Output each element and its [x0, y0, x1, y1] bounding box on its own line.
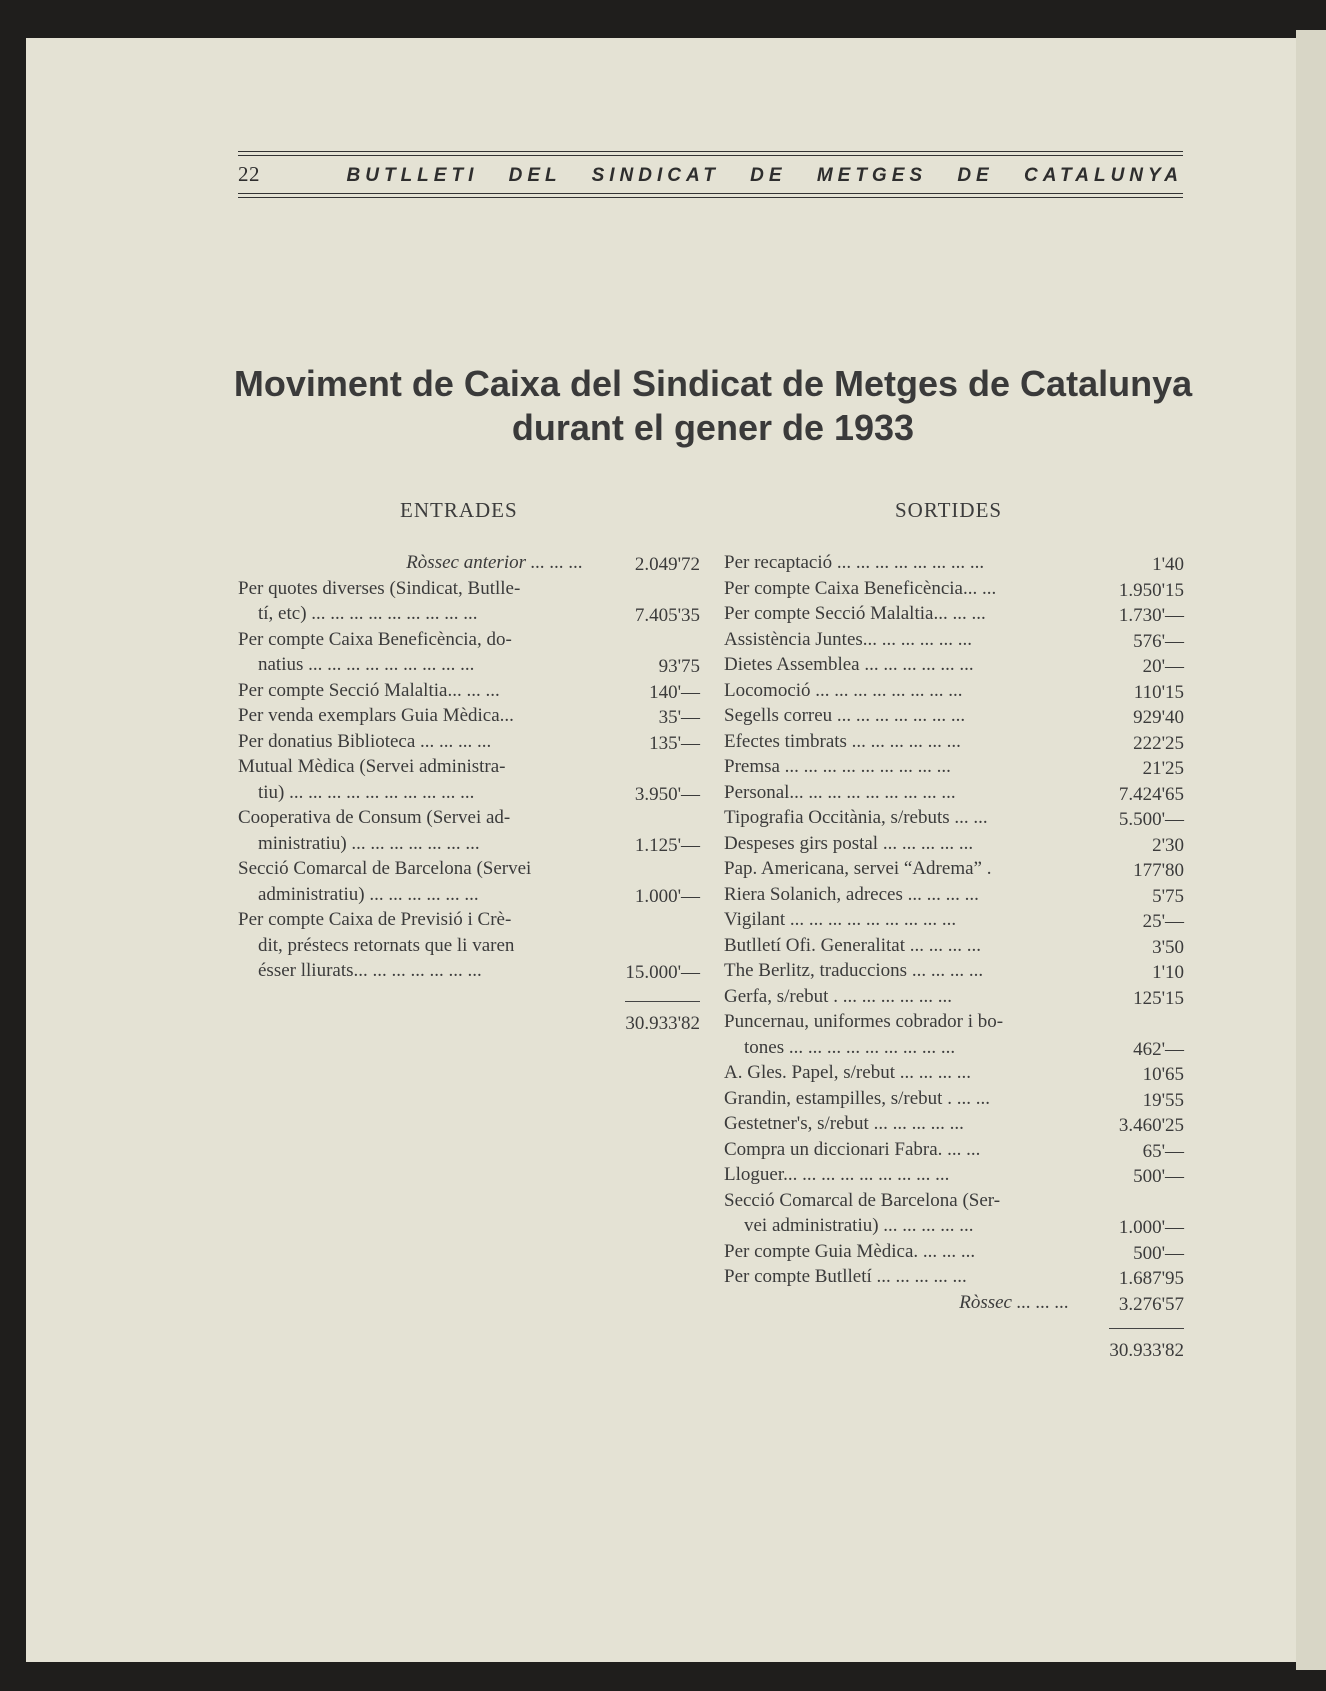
header-rule-top	[238, 151, 1183, 152]
ledger-label: Grandin, estampilles, s/rebut . ... ...	[724, 1087, 990, 1109]
sortides-total-rule	[1109, 1328, 1184, 1329]
ledger-amount: 20'—	[1142, 656, 1184, 677]
ledger-label: Puncernau, uniformes cobrador i bo-	[724, 1011, 1004, 1032]
ledger-amount: 140'—	[649, 681, 700, 703]
ledger-label: Cooperativa de Consum (Servei ad-	[238, 807, 511, 828]
ledger-row	[724, 703, 1184, 729]
ledger-amount: 5'75	[1152, 885, 1184, 907]
ledger-label: ministratiu) ... ... ... ... ... ... ...	[258, 832, 480, 854]
ledger-amount: 110'15	[1133, 681, 1184, 703]
ledger-row	[724, 1009, 1184, 1035]
ledger-label: Despeses girs postal ... ... ... ... ...	[724, 832, 974, 854]
article-title	[180, 362, 1246, 450]
ledger-row	[724, 933, 1184, 959]
header-rule-bottom	[238, 193, 1183, 194]
ledger-amount: 1.687'95	[1118, 1268, 1184, 1289]
ledger-label: Gerfa, s/rebut . ... ... ... ... ... ...	[724, 985, 952, 1007]
ledger-row	[724, 856, 1184, 882]
ledger-label: natius ... ... ... ... ... ... ... ... ...	[258, 654, 475, 675]
ledger-label: Segells correu ... ... ... ... ... ... ...	[724, 705, 966, 726]
ledger-row	[238, 703, 700, 729]
sortides-total: 30.933'82	[1109, 1340, 1184, 1361]
ledger-amount: 3.460'25	[1118, 1115, 1184, 1136]
ledger-label: tones ... ... ... ... ... ... ... ... ...	[744, 1036, 956, 1058]
entrades-total: 30.933'82	[625, 1013, 700, 1034]
ledger-amount: 3.950'—	[634, 783, 700, 805]
ledger-amount: 500'—	[1133, 1242, 1184, 1264]
ledger-row	[238, 831, 700, 857]
ledger-row	[724, 1290, 1184, 1316]
ledger-row	[238, 856, 700, 882]
page-number: 22	[238, 162, 260, 186]
ledger-amount: 576'—	[1133, 630, 1184, 652]
ledger-amount: 25'—	[1142, 911, 1184, 932]
sortides-ledger	[724, 550, 1184, 1315]
ledger-label: Mutual Mèdica (Servei administra-	[238, 756, 506, 777]
ledger-label: Personal... ... ... ... ... ... ... ... ...	[724, 781, 956, 803]
ledger-row	[238, 805, 700, 831]
ledger-amount: 15.000'—	[625, 962, 700, 983]
ledger-amount: 7.405'35	[634, 605, 700, 626]
ledger-label: dit, préstecs retornats que li varen	[258, 934, 515, 956]
ledger-label: Lloguer... ... ... ... ... ... ... ... ...	[724, 1164, 950, 1185]
header-rule-bottom-thin	[238, 197, 1183, 198]
ledger-label: Per compte Caixa Beneficència... ...	[724, 577, 997, 599]
ledger-label: Riera Solanich, adreces ... ... ... ...	[724, 883, 979, 905]
ledger-amount: 1.730'—	[1118, 605, 1184, 626]
ledger-row	[238, 550, 700, 576]
ledger-row	[724, 1111, 1184, 1137]
ledger-label: Per compte Caixa de Previsió i Crè-	[238, 909, 512, 930]
ledger-label: Per quotes diverses (Sindicat, Butlle-	[238, 577, 521, 599]
ledger-amount: 1.950'15	[1118, 579, 1184, 601]
ledger-amount: 35'—	[658, 707, 700, 728]
ledger-amount: 222'25	[1133, 732, 1184, 754]
ledger-label: Premsa ... ... ... ... ... ... ... ... ...	[724, 756, 951, 777]
ledger-row	[724, 1188, 1184, 1214]
ledger-label: Ròssec anterior ... ... ...	[406, 552, 583, 573]
ledger-amount: 1'10	[1152, 962, 1184, 983]
ledger-amount: 3'50	[1152, 936, 1184, 958]
ledger-label: Assistència Juntes... ... ... ... ... ...	[724, 628, 973, 650]
entrades-total-rule	[625, 1001, 700, 1002]
ledger-label: tiu) ... ... ... ... ... ... ... ... ... ...	[258, 781, 475, 803]
sortides-heading: SORTIDES	[895, 498, 1003, 522]
ledger-row	[724, 984, 1184, 1010]
ledger-row	[238, 882, 700, 908]
ledger-amount: 1.125'—	[634, 834, 700, 856]
ledger-row	[724, 831, 1184, 857]
ledger-row	[238, 754, 700, 780]
ledger-row	[724, 1060, 1184, 1086]
ledger-label: Locomoció ... ... ... ... ... ... ... ...	[724, 679, 963, 701]
ledger-row	[724, 1239, 1184, 1265]
ledger-label: Vigilant ... ... ... ... ... ... ... ... ...	[724, 909, 957, 930]
entrades-heading: ENTRADES	[400, 498, 518, 522]
article-title-line2: durant el gener de 1933	[511, 407, 915, 448]
ledger-label: administratiu) ... ... ... ... ... ...	[258, 883, 479, 905]
journal-title: BUTLLETI DEL SINDICAT DE METGES DE CATALUNYA	[346, 165, 1183, 186]
ledger-label: Secció Comarcal de Barcelona (Servei	[238, 858, 532, 879]
ledger-row	[238, 958, 700, 984]
ledger-row	[238, 627, 700, 653]
ledger-label: Per compte Butlletí ... ... ... ... ...	[724, 1266, 967, 1287]
ledger-row	[724, 805, 1184, 831]
ledger-row	[724, 754, 1184, 780]
ledger-label: Efectes timbrats ... ... ... ... ... ...	[724, 730, 961, 752]
running-header	[238, 151, 1183, 198]
ledger-label: Secció Comarcal de Barcelona (Ser-	[724, 1189, 1001, 1211]
ledger-row	[238, 601, 700, 627]
ledger-label: The Berlitz, traduccions ... ... ... ...	[724, 960, 984, 981]
ledger-amount: 3.276'57	[1118, 1293, 1184, 1315]
ledger-row	[238, 780, 700, 806]
ledger-amount: 7.424'65	[1118, 783, 1184, 805]
ledger-row	[724, 729, 1184, 755]
ledger-amount: 65'—	[1142, 1140, 1184, 1162]
ledger-label: Per donatius Biblioteca ... ... ... ...	[238, 730, 492, 752]
ledger-amount: 135'—	[649, 732, 700, 754]
ledger-row	[238, 933, 700, 959]
ledger-row	[724, 576, 1184, 602]
ledger-label: vei administratiu) ... ... ... ... ...	[744, 1215, 974, 1236]
ledger-row	[238, 576, 700, 602]
ledger-row	[724, 958, 1184, 984]
ledger-amount: 177'80	[1133, 860, 1184, 881]
ledger-label: Per compte Caixa Beneficència, do-	[238, 628, 512, 650]
ledger-label: A. Gles. Papel, s/rebut ... ... ... ...	[724, 1062, 971, 1083]
ledger-row	[724, 1035, 1184, 1061]
ledger-row	[238, 678, 700, 704]
ledger-row	[724, 1162, 1184, 1188]
ledger-label: tí, etc) ... ... ... ... ... ... ... ... ...	[258, 603, 478, 624]
ledger-amount: 1.000'—	[1118, 1217, 1184, 1238]
ledger-label: Compra un diccionari Fabra. ... ...	[724, 1138, 981, 1160]
page-edge	[1296, 30, 1326, 1670]
ledger-row	[724, 652, 1184, 678]
ledger-row	[724, 627, 1184, 653]
ledger-label: Per recaptació ... ... ... ... ... ... ... ...	[724, 552, 985, 573]
ledger-label: Per compte Secció Malaltia... ... ...	[238, 679, 500, 701]
article-title-line1: Moviment de Caixa del Sindicat de Metges de Catalunya	[233, 363, 1193, 404]
ledger-amount: 929'40	[1133, 707, 1184, 728]
ledger-amount: 125'15	[1133, 987, 1184, 1009]
ledger-row	[724, 1137, 1184, 1163]
ledger-label: Per compte Secció Malaltia... ... ...	[724, 603, 986, 624]
ledger-label: Ròssec ... ... ...	[959, 1291, 1069, 1313]
ledger-row	[238, 729, 700, 755]
ledger-amount: 462'—	[1133, 1038, 1184, 1060]
ledger-row	[724, 882, 1184, 908]
ledger-label: Dietes Assemblea ... ... ... ... ... ...	[724, 654, 974, 675]
ledger-label: Per compte Guia Mèdica. ... ... ...	[724, 1240, 976, 1262]
ledger-row	[238, 907, 700, 933]
ledger-label: ésser lliurats... ... ... ... ... ... ...	[258, 960, 482, 981]
ledger-label: Per venda exemplars Guia Mèdica...	[238, 705, 514, 726]
ledger-amount: 93'75	[658, 656, 700, 677]
ledger-amount: 5.500'—	[1118, 809, 1184, 830]
ledger-row	[724, 907, 1184, 933]
ledger-amount: 2.049'72	[634, 554, 700, 575]
ledger-label: Tipografia Occitània, s/rebuts ... ...	[724, 807, 988, 828]
ledger-amount: 21'25	[1142, 758, 1184, 779]
entrades-ledger	[238, 550, 700, 984]
ledger-row	[724, 1086, 1184, 1112]
ledger-row	[724, 678, 1184, 704]
ledger-label: Butlletí Ofi. Generalitat ... ... ... ...	[724, 934, 981, 956]
ledger-row	[724, 1213, 1184, 1239]
ledger-amount: 2'30	[1152, 834, 1184, 856]
ledger-row	[238, 652, 700, 678]
ledger-amount: 10'65	[1142, 1064, 1184, 1085]
ledger-label: Pap. Americana, servei “Adrema” .	[724, 858, 992, 879]
ledger-row	[724, 780, 1184, 806]
ledger-row	[724, 1264, 1184, 1290]
ledger-label: Gestetner's, s/rebut ... ... ... ... ...	[724, 1113, 964, 1134]
ledger-amount: 19'55	[1142, 1089, 1184, 1111]
ledger-amount: 1'40	[1152, 554, 1184, 575]
ledger-amount: 500'—	[1133, 1166, 1184, 1187]
ledger-row	[724, 601, 1184, 627]
ledger-row	[724, 550, 1184, 576]
ledger-amount: 1.000'—	[634, 885, 700, 907]
